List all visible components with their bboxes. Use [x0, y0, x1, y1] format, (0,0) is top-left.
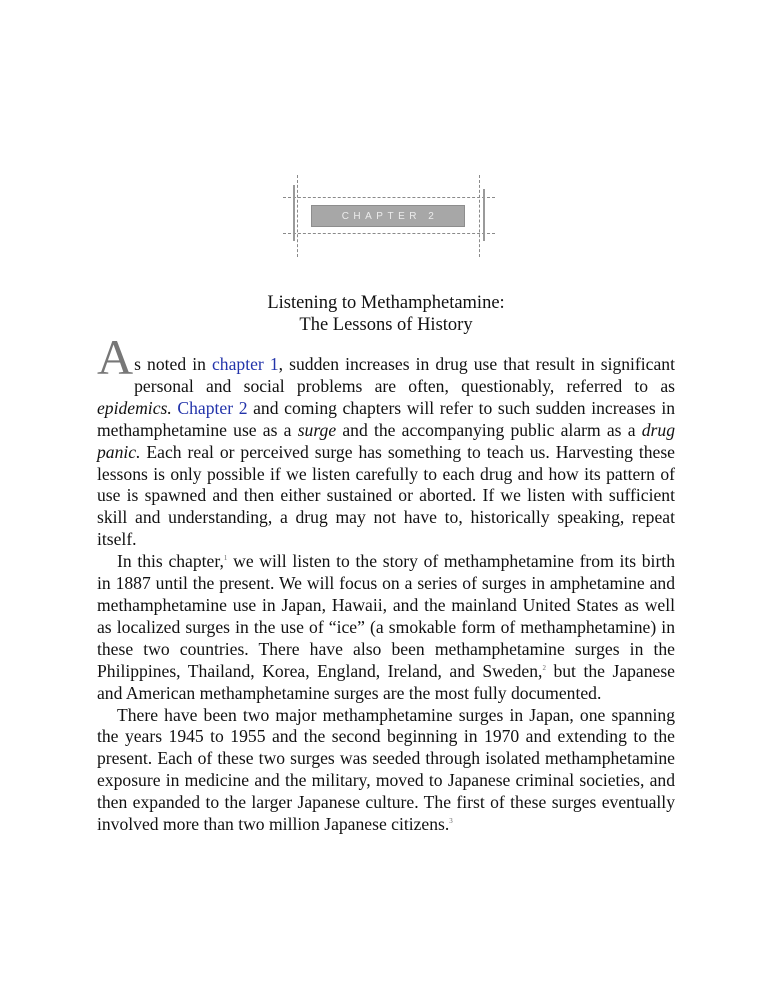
- paragraph-3: [97, 705, 675, 836]
- emblem-bottom-rule: [283, 233, 495, 234]
- chapter-body: [97, 329, 676, 836]
- chapter-badge: [311, 205, 465, 227]
- text-run: but the Japanese and American methamphetamine surges are the most fully documented.: [97, 660, 675, 703]
- emblem-right-rule: [479, 175, 480, 257]
- footnote-ref-1[interactable]: 1: [223, 554, 228, 563]
- text-run: , sudden increases in drug use that result in significant personal and social problems are often, questionably, referred to as: [134, 354, 675, 396]
- chapter-label: CHAPTER 2: [341, 210, 439, 222]
- chapter-title-line2: The Lessons of History: [299, 315, 473, 335]
- chapter-2-link[interactable]: Chapter 2: [177, 397, 248, 418]
- emblem-right-tick: [483, 189, 485, 241]
- text-run: There have been two major methamphetamine surges in Japan, one spanning the years 1945 to 1955 and the second beginning in 1970 and extending to the present. Each of these two surges was seeded through isolated methamphetamine exposure in medicine and the military, moved to Japanese criminal societies, and then expanded to the larger Japanese culture. The first of these surges eventually involved more than two million Japanese citizens.: [97, 704, 675, 835]
- chapter-title-line1: Listening to Methamphetamine:: [267, 293, 505, 313]
- text-run: In this chapter,: [117, 551, 224, 572]
- text-run: we will listen to the story of methamphetamine from its birth in 1887 until the present. We will focus on a series of surges in amphetamine and methamphetamine use in Japan, Hawaii, and the mainland United States as well as localized surges in the use of “ice” (a smokable form of methamphetamine) in these two countries. There have also been methamphetamine surges in the Philippines, Thailand, Korea, England, Ireland, and Sweden,: [97, 551, 675, 681]
- text-run: Each real or perceived surge has something to teach us. Harvesting these lessons is only possible if we listen carefully to each drug and how its pattern of use is spawned and then either sustained or aborted. If we listen with sufficient skill and understanding, a drug may not have to, historically speaking, repeat itself.: [97, 441, 675, 550]
- emphasis: drug panic.: [97, 419, 675, 462]
- footnote-ref-3[interactable]: 3: [449, 817, 453, 826]
- text-run: and coming chapters will refer to such sudden increases in methamphetamine use as a: [97, 397, 676, 440]
- paragraph-2: [97, 551, 675, 704]
- text-run: and the accompanying public alarm as a: [336, 419, 642, 440]
- emblem-left-rule: [297, 175, 298, 257]
- text-run: s noted in: [134, 354, 212, 374]
- footnote-ref-2[interactable]: 2: [542, 663, 546, 672]
- chapter-1-link[interactable]: chapter 1: [212, 354, 279, 374]
- paragraph-1: [97, 329, 676, 551]
- drop-cap: A: [97, 329, 134, 385]
- emblem-left-tick: [293, 185, 295, 241]
- chapter-emblem: [283, 175, 495, 257]
- emphasis: surge: [297, 419, 337, 440]
- emphasis: epidemics.: [97, 397, 172, 418]
- emblem-top-rule: [283, 197, 495, 198]
